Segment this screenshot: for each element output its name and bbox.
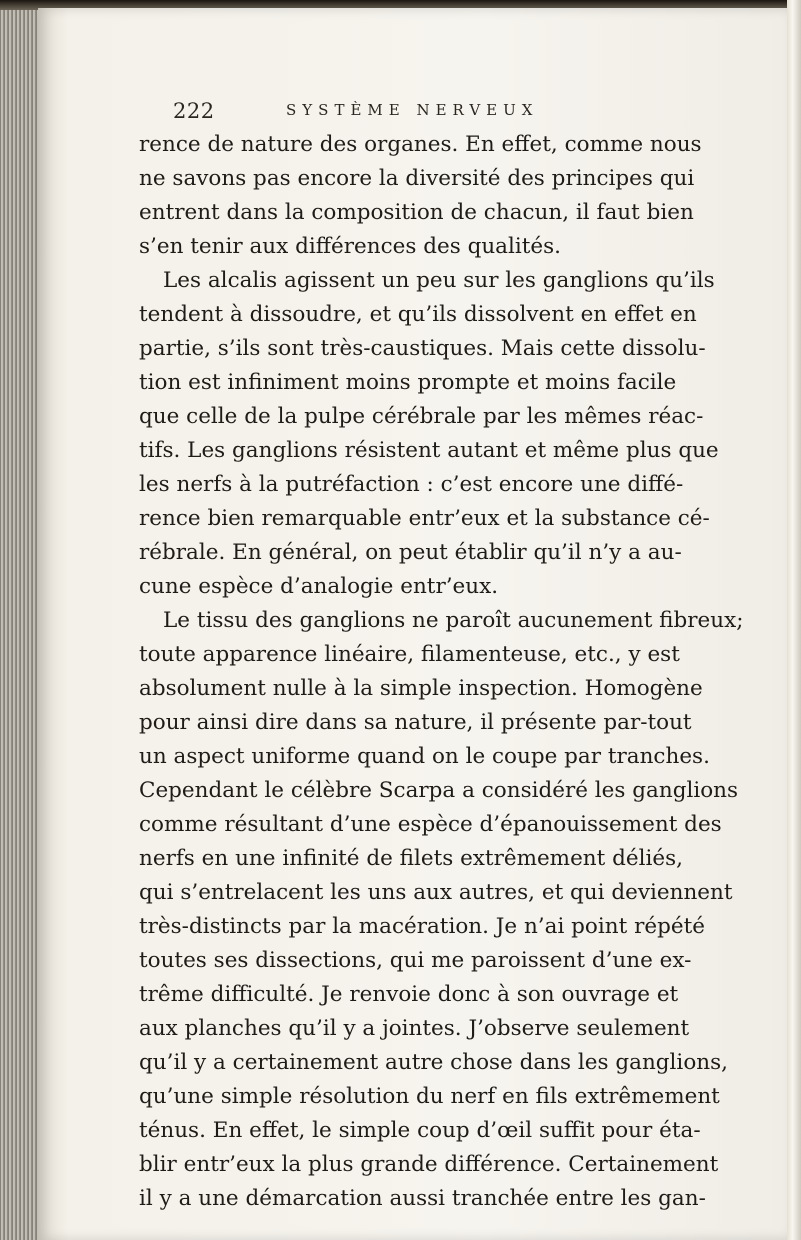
text-line: ne savons pas encore la diversité des principes qui bbox=[139, 166, 695, 191]
text-line: Les alcalis agissent un peu sur les ganglions qu’ils bbox=[163, 268, 715, 293]
text-line: un aspect uniforme quand on le coupe par tranches. bbox=[139, 744, 710, 769]
text-line: Cependant le célèbre Scarpa a considéré les ganglions bbox=[139, 778, 739, 803]
text-line: cune espèce d’analogie entr’eux. bbox=[139, 574, 499, 599]
text-line: aux planches qu’il y a jointes. J’observe seulement bbox=[139, 1016, 690, 1041]
text-line: rence bien remarquable entr’eux et la substance cé- bbox=[139, 506, 710, 531]
text-line: tendent à dissoudre, et qu’ils dissolvent en effet en bbox=[139, 302, 697, 327]
text-line: Le tissu des ganglions ne paroît aucunement fibreux; bbox=[163, 608, 744, 633]
text-line: il y a une démarcation aussi tranchée entre les gan- bbox=[139, 1186, 706, 1211]
text-line: partie, s’ils sont très-caustiques. Mais cette dissolu- bbox=[139, 336, 706, 361]
text-line: pour ainsi dire dans sa nature, il présente par-tout bbox=[139, 710, 692, 735]
text-line: tifs. Les ganglions résistent autant et même plus que bbox=[139, 438, 719, 463]
text-line: blir entr’eux la plus grande différence. Certainement bbox=[139, 1152, 719, 1177]
page-edge-right bbox=[787, 0, 801, 1240]
text-line: trême difficulté. Je renvoie donc à son ouvrage et bbox=[139, 982, 679, 1007]
text-line: qu’il y a certainement autre chose dans les ganglions, bbox=[139, 1050, 728, 1075]
text-line: nerfs en une infinité de filets extrêmement déliés, bbox=[139, 846, 683, 871]
text-line: toute apparence linéaire, filamenteuse, etc., y est bbox=[139, 642, 680, 667]
text-line: comme résultant d’une espèce d’épanouissement des bbox=[139, 812, 722, 837]
text-line: entrent dans la composition de chacun, il faut bien bbox=[139, 200, 694, 225]
page-header bbox=[173, 99, 673, 129]
page-number: 222 bbox=[173, 99, 215, 123]
text-line: très-distincts par la macération. Je n’ai point répété bbox=[139, 914, 705, 939]
text-line: rence de nature des organes. En effet, comme nous bbox=[139, 132, 702, 157]
text-line: qu’une simple résolution du nerf en fils extrêmement bbox=[139, 1084, 720, 1109]
text-line: toutes ses dissections, qui me paroissent d’une ex- bbox=[139, 948, 692, 973]
text-line: rébrale. En général, on peut établir qu’il n’y a au- bbox=[139, 540, 682, 565]
text-line: que celle de la pulpe cérébrale par les mêmes réac- bbox=[139, 404, 704, 429]
text-line: tion est infiniment moins prompte et moins facile bbox=[139, 370, 677, 395]
text-line: s’en tenir aux différences des qualités. bbox=[139, 234, 561, 259]
text-line: absolument nulle à la simple inspection. Homogène bbox=[139, 676, 703, 701]
text-line: qui s’entrelacent les uns aux autres, et qui deviennent bbox=[139, 880, 733, 905]
running-title: SYSTÈME NERVEUX bbox=[286, 101, 539, 119]
text-line: ténus. En effet, le simple coup d’œil suffit pour éta- bbox=[139, 1118, 701, 1143]
page-edges-left bbox=[0, 0, 38, 1240]
text-line: les nerfs à la putréfaction : c’est encore une diffé- bbox=[139, 472, 684, 497]
